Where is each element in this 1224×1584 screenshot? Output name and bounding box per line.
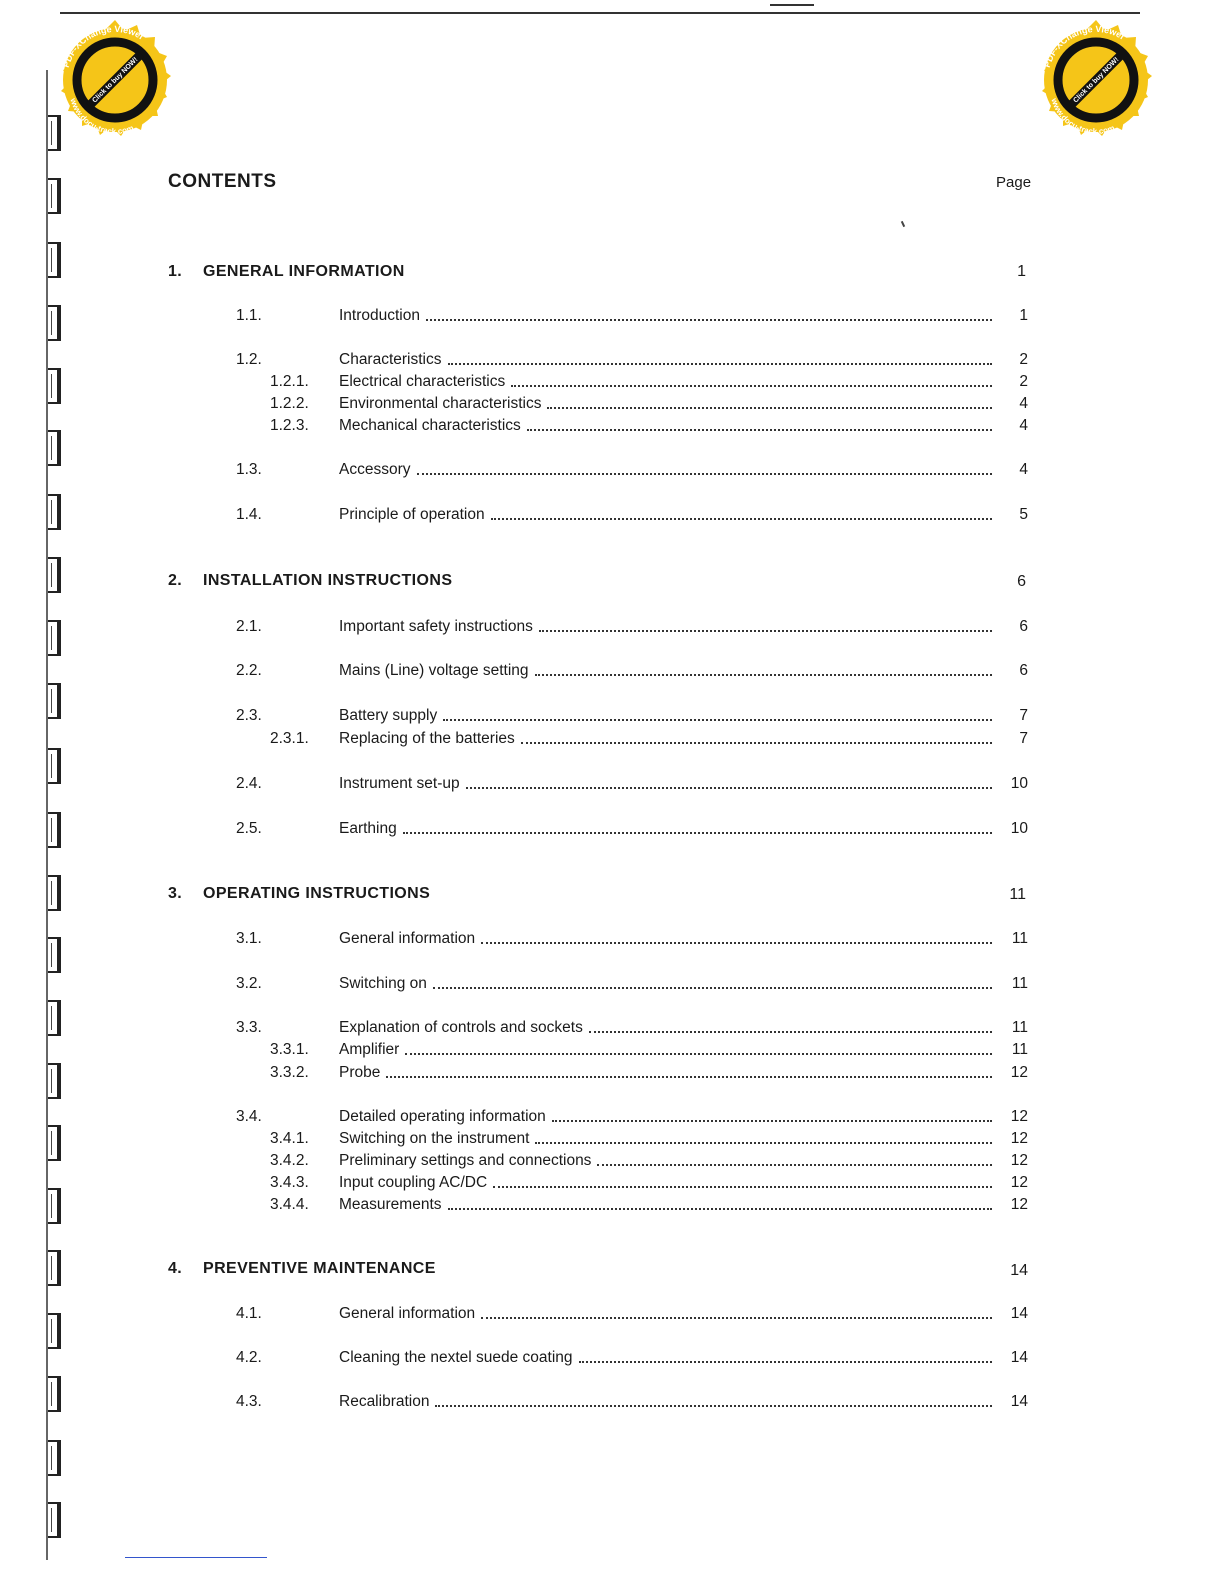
section-page: 6: [1017, 573, 1026, 590]
badge-left-line2: Click to buy NOW!: [91, 56, 140, 105]
entry-label: Accessory: [339, 461, 411, 478]
entry-number: 1.3.: [236, 461, 262, 478]
entry-label: Mechanical characteristics: [339, 417, 521, 434]
top-rule: [60, 12, 1140, 14]
badge-right-line2: Click to buy NOW!: [1072, 56, 1121, 105]
entry-label: Recalibration: [339, 1393, 430, 1410]
entry-label: Mains (Line) voltage setting: [339, 662, 529, 679]
entry-page: 11: [1011, 975, 1028, 992]
entry-number: 3.3.2.: [270, 1064, 309, 1081]
binder-clip: [44, 1000, 64, 1036]
entry-page: 2: [1019, 351, 1028, 368]
entry-label: Earthing: [339, 820, 397, 837]
leader-dots: [448, 1196, 992, 1210]
toc-entry[interactable]: [236, 1064, 1028, 1084]
toc-entry[interactable]: [236, 1041, 1028, 1061]
pdf-xchange-badge-left[interactable]: [45, 10, 185, 150]
leader-dots: [386, 1064, 992, 1078]
entry-number: 3.3.: [236, 1019, 262, 1036]
entry-label: Battery supply: [339, 707, 438, 724]
toc-entry[interactable]: [236, 1108, 1028, 1128]
section-title: GENERAL INFORMATION: [203, 263, 405, 280]
entry-page: 6: [1019, 662, 1028, 679]
leader-dots: [481, 930, 992, 944]
toc-entry[interactable]: [236, 506, 1028, 526]
entry-label: Environmental characteristics: [339, 395, 542, 412]
leader-dots: [448, 351, 993, 365]
section-title: OPERATING INSTRUCTIONS: [203, 885, 431, 902]
entry-page: 12: [1010, 1108, 1028, 1125]
leader-dots: [527, 417, 992, 431]
binder-clip: [44, 557, 64, 593]
entry-number: 2.2.: [236, 662, 262, 679]
leader-dots: [539, 618, 992, 632]
leader-dots: [579, 1349, 992, 1363]
entry-page: 7: [1019, 730, 1028, 747]
entry-number: 3.4.: [236, 1108, 262, 1125]
leader-dots: [552, 1108, 992, 1122]
binder-clip: [44, 1502, 64, 1538]
entry-number: 3.4.4.: [270, 1196, 309, 1213]
entry-page: 5: [1019, 506, 1028, 523]
leader-dots: [426, 307, 992, 321]
toc-entry[interactable]: [236, 1174, 1028, 1194]
binder-clip: [44, 305, 64, 341]
entry-number: 2.1.: [236, 618, 262, 635]
entry-page: 11: [1011, 1019, 1028, 1036]
leader-dots: [433, 975, 992, 989]
leader-dots: [493, 1174, 992, 1188]
toc-entry[interactable]: [236, 351, 1028, 371]
leader-dots: [597, 1152, 992, 1166]
toc-entry[interactable]: [236, 930, 1028, 950]
entry-page: 1: [1019, 307, 1028, 324]
entry-label: Electrical characteristics: [339, 373, 506, 390]
page-column-label: Page: [996, 174, 1032, 191]
entry-page: 11: [1011, 930, 1028, 947]
binder-clip: [44, 1063, 64, 1099]
toc-entry[interactable]: [236, 1196, 1028, 1216]
entry-label: Important safety instructions: [339, 618, 533, 635]
entry-number: 1.2.2.: [270, 395, 309, 412]
binder-clip: [44, 683, 64, 719]
binder-clip: [44, 937, 64, 973]
binder-clip: [44, 430, 64, 466]
entry-label: Input coupling AC/DC: [339, 1174, 488, 1191]
entry-number: 2.4.: [236, 775, 262, 792]
entry-number: 3.4.2.: [270, 1152, 309, 1169]
section-page: 11: [1009, 886, 1026, 903]
badge-right-line3: www.docu-track.com: [1049, 97, 1116, 137]
entry-page: 14: [1010, 1393, 1028, 1410]
entry-page: 11: [1011, 1041, 1028, 1058]
badge-left-line1: PDF-XChange Viewer: [60, 23, 146, 69]
entry-page: 14: [1010, 1349, 1028, 1366]
section-number: 1.: [168, 263, 183, 280]
entry-label: Replacing of the batteries: [339, 730, 515, 747]
toc-entry[interactable]: [236, 707, 1028, 727]
toc-entry[interactable]: [236, 1130, 1028, 1150]
section-title: PREVENTIVE MAINTENANCE: [203, 1260, 436, 1277]
scan-mark: [901, 221, 905, 227]
binder-clip: [44, 748, 64, 784]
toc-entry[interactable]: [236, 1349, 1028, 1369]
binder-clip: [44, 1250, 64, 1286]
entry-label: Measurements: [339, 1196, 442, 1213]
entry-number: 4.3.: [236, 1393, 262, 1410]
toc-entry[interactable]: [236, 307, 1028, 327]
toc-entry[interactable]: [236, 662, 1028, 682]
entry-number: 4.2.: [236, 1349, 262, 1366]
entry-label: Principle of operation: [339, 506, 485, 523]
leader-dots: [405, 1041, 992, 1055]
binder-clip: [44, 1125, 64, 1161]
toc-entry[interactable]: [236, 373, 1028, 393]
entry-number: 1.1.: [236, 307, 262, 324]
toc-entry[interactable]: [236, 775, 1028, 795]
leader-dots: [547, 395, 992, 409]
binder-clip: [44, 620, 64, 656]
toc-entry[interactable]: [236, 975, 1028, 995]
entry-label: Explanation of controls and sockets: [339, 1019, 583, 1036]
toc-entry[interactable]: [236, 395, 1028, 415]
entry-page: 12: [1010, 1130, 1028, 1147]
entry-number: 1.2.: [236, 351, 262, 368]
entry-page: 12: [1010, 1174, 1028, 1191]
entry-page: 6: [1019, 618, 1028, 635]
entry-page: 7: [1019, 707, 1028, 724]
toc-entry[interactable]: [236, 417, 1028, 437]
entry-number: 3.4.1.: [270, 1130, 309, 1147]
toc-entry[interactable]: [236, 820, 1028, 840]
binder-clip: [44, 178, 64, 214]
leader-dots: [511, 373, 992, 387]
toc-entry[interactable]: [236, 1152, 1028, 1172]
binder-clip: [44, 1188, 64, 1224]
entry-label: Probe: [339, 1064, 381, 1081]
entry-label: General information: [339, 930, 476, 947]
page-title: CONTENTS: [168, 171, 277, 192]
entry-label: Introduction: [339, 307, 420, 324]
leader-dots: [491, 506, 992, 520]
leader-dots: [589, 1019, 992, 1033]
entry-label: Cleaning the nextel suede coating: [339, 1349, 573, 1366]
binder-clip: [44, 1376, 64, 1412]
entry-number: 3.3.1.: [270, 1041, 309, 1058]
toc-entry[interactable]: [236, 730, 1028, 750]
entry-number: 1.4.: [236, 506, 262, 523]
badge-right-line1: PDF-XChange Viewer: [1041, 23, 1127, 69]
toc-entry[interactable]: [236, 1393, 1028, 1413]
entry-label: Switching on: [339, 975, 427, 992]
pdf-xchange-badge-right[interactable]: [1026, 10, 1166, 150]
leader-dots: [403, 820, 992, 834]
entry-page: 2: [1019, 373, 1028, 390]
entry-page: 12: [1010, 1152, 1028, 1169]
entry-number: 3.1.: [236, 930, 262, 947]
binder-clip: [44, 1440, 64, 1476]
entry-label: Detailed operating information: [339, 1108, 546, 1125]
binder-clip: [44, 812, 64, 848]
bottom-link-line: [125, 1557, 267, 1558]
entry-page: 4: [1019, 417, 1028, 434]
entry-number: 2.3.: [236, 707, 262, 724]
section-page: 1: [1017, 263, 1026, 280]
entry-number: 3.2.: [236, 975, 262, 992]
entry-page: 4: [1019, 461, 1028, 478]
binder-clip: [44, 242, 64, 278]
binder-clip: [44, 875, 64, 911]
badge-left-line3: www.docu-track.com: [68, 97, 135, 137]
entry-label: Amplifier: [339, 1041, 400, 1058]
entry-page: 14: [1010, 1305, 1028, 1322]
leader-dots: [417, 461, 993, 475]
entry-label: Switching on the instrument: [339, 1130, 530, 1147]
entry-label: Characteristics: [339, 351, 442, 368]
leader-dots: [535, 1130, 992, 1144]
toc-entry[interactable]: [236, 1019, 1028, 1039]
top-mark: [770, 4, 814, 6]
section-page: 14: [1010, 1262, 1028, 1279]
entry-page: 4: [1019, 395, 1028, 412]
leader-dots: [466, 775, 992, 789]
entry-number: 3.4.3.: [270, 1174, 309, 1191]
section-title: INSTALLATION INSTRUCTIONS: [203, 572, 453, 589]
entry-number: 2.3.1.: [270, 730, 309, 747]
binder-clip: [44, 1313, 64, 1349]
leader-dots: [521, 730, 992, 744]
entry-page: 12: [1010, 1064, 1028, 1081]
entry-page: 10: [1010, 775, 1028, 792]
binder-clip: [44, 494, 64, 530]
leader-dots: [435, 1393, 992, 1407]
toc-entry[interactable]: [236, 461, 1028, 481]
entry-label: Instrument set-up: [339, 775, 460, 792]
entry-number: 1.2.3.: [270, 417, 309, 434]
leader-dots: [535, 662, 992, 676]
entry-label: General information: [339, 1305, 476, 1322]
entry-number: 1.2.1.: [270, 373, 309, 390]
leader-dots: [481, 1305, 992, 1319]
section-number: 2.: [168, 572, 183, 589]
entry-number: 4.1.: [236, 1305, 262, 1322]
toc-entry[interactable]: [236, 1305, 1028, 1325]
leader-dots: [443, 707, 992, 721]
entry-page: 12: [1010, 1196, 1028, 1213]
binder-clip: [44, 368, 64, 404]
section-number: 3.: [168, 885, 183, 902]
entry-page: 10: [1010, 820, 1028, 837]
section-number: 4.: [168, 1260, 183, 1277]
toc-entry[interactable]: [236, 618, 1028, 638]
entry-label: Preliminary settings and connections: [339, 1152, 592, 1169]
entry-number: 2.5.: [236, 820, 262, 837]
